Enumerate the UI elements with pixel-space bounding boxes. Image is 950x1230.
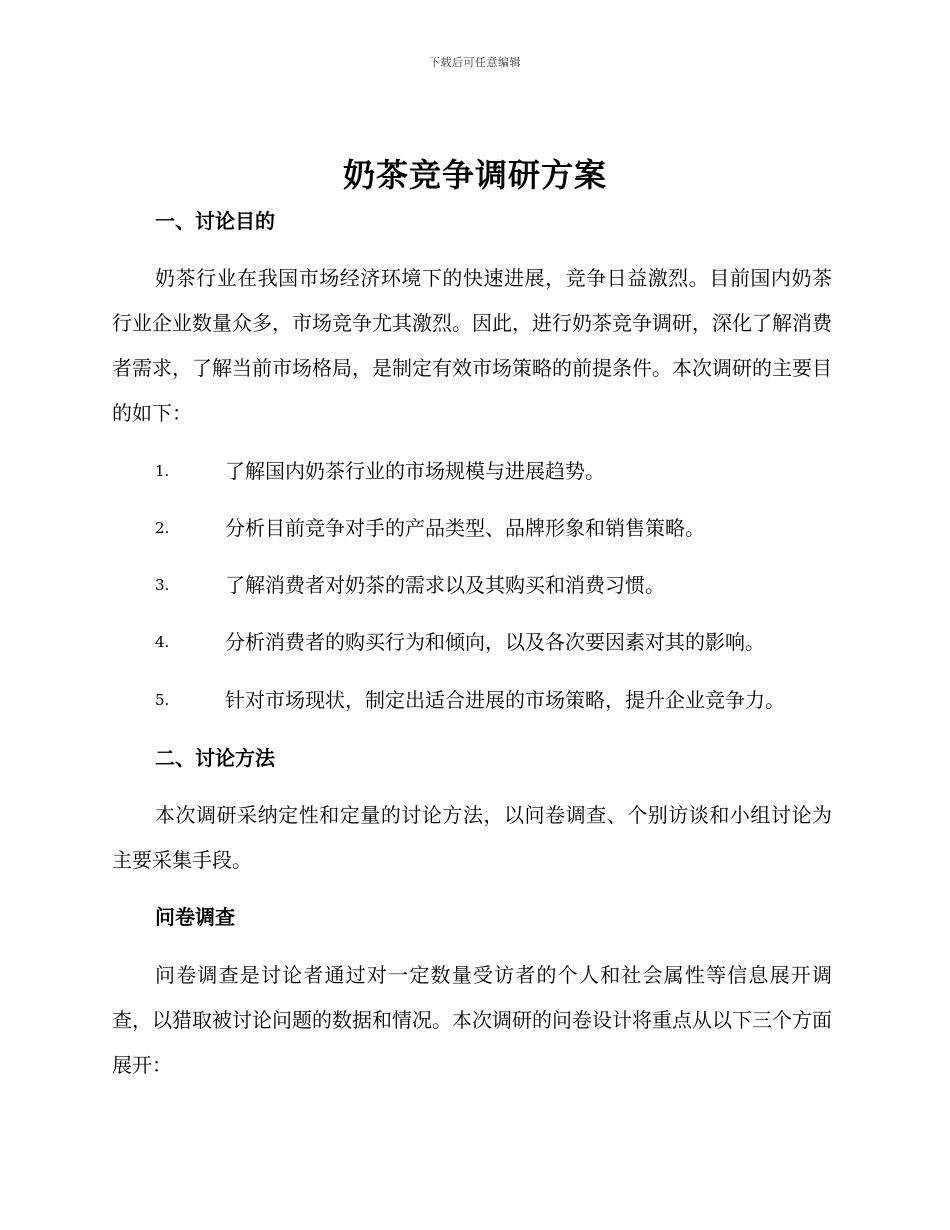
list-item-text: 了解消费者对奶茶的需求以及其购买和消费习惯。 [225, 573, 665, 597]
list-item-text: 了解国内奶茶行业的市场规模与进展趋势。 [225, 459, 605, 483]
list-item-text: 分析目前竞争对手的产品类型、品牌形象和销售策略。 [225, 516, 705, 540]
method-paragraph: 本次调研采纳定性和定量的讨论方法，以问卷调查、个别访谈和小组讨论为主要采集手段。 [112, 803, 832, 872]
questionnaire-paragraph: 问卷调查是讨论者通过对一定数量受访者的个人和社会属性等信息展开调查，以猎取被讨论问题的数据和情况。本次调研的问卷设计将重点从以下三个方面展开： [112, 963, 832, 1077]
page-header-note: 下载后可任意编辑 [429, 56, 521, 69]
list-item-text: 针对市场现状，制定出适合进展的市场策略，提升企业竞争力。 [225, 688, 785, 712]
list-item-number: 1. [155, 462, 170, 480]
purpose-paragraph-block [112, 256, 832, 436]
section-heading-method: 二、讨论方法 [155, 746, 275, 770]
list-item [155, 620, 855, 665]
list-item [155, 678, 855, 723]
list-item [155, 449, 855, 494]
list-item-number: 3. [155, 576, 170, 594]
list-item [155, 506, 855, 551]
list-item-number: 2. [155, 519, 170, 537]
questionnaire-paragraph-block [112, 953, 832, 1088]
list-item-number: 5. [155, 691, 170, 709]
subsection-heading-questionnaire: 问卷调查 [155, 905, 235, 929]
list-item-number: 4. [155, 633, 170, 651]
list-item-text: 分析消费者的购买行为和倾向，以及各次要因素对其的影响。 [225, 630, 765, 654]
list-item [155, 563, 855, 608]
document-title: 奶茶竞争调研方案 [342, 156, 607, 194]
section-heading-purpose: 一、讨论目的 [155, 209, 275, 233]
purpose-paragraph: 奶茶行业在我国市场经济环境下的快速进展，竞争日益激烈。目前国内奶茶行业企业数量众多，市场竞争尤其激烈。因此，进行奶茶竞争调研，深化了解消费者需求，了解当前市场格局，是制定有效市场策略的前提条件。本次调研的主要目的如下： [112, 266, 832, 425]
method-paragraph-block [112, 793, 832, 883]
